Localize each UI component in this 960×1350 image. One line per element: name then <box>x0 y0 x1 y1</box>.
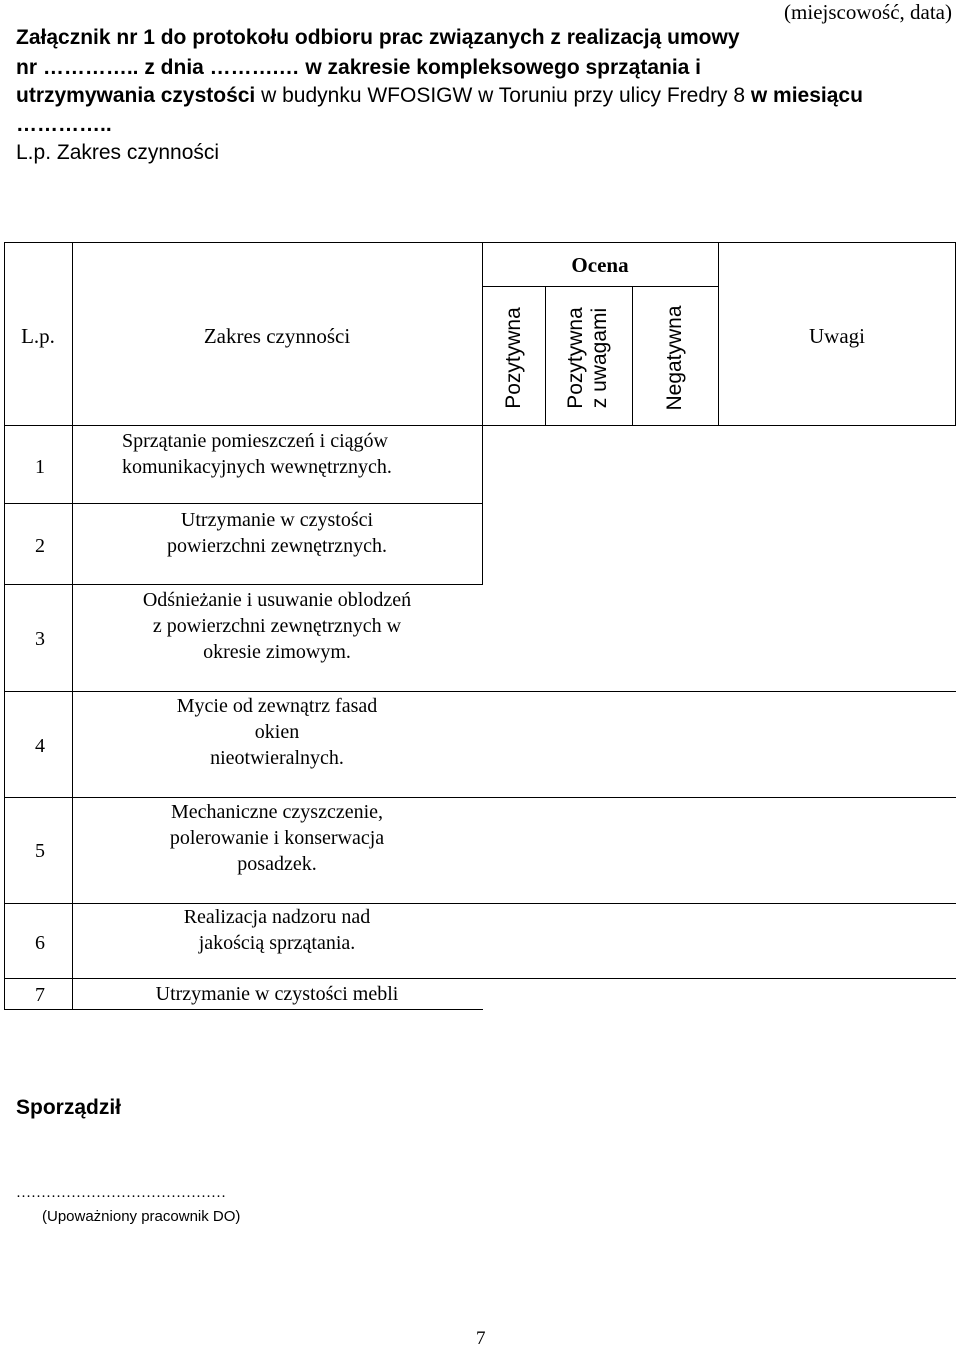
row-7-scope <box>72 981 482 1007</box>
positive-remarks-header <box>564 288 612 428</box>
row-7-line-1: Utrzymanie w czystości mebli <box>155 983 399 1005</box>
contract-number-text: nr ………….. z dnia ……….… <box>16 56 300 79</box>
row-5-number: 5 <box>35 840 45 862</box>
place-date-label: (miejscowość, data) <box>784 0 952 24</box>
row-1-scope <box>72 428 482 480</box>
signature-dots: …………………………………… <box>16 1185 226 1201</box>
table-border-bottom <box>4 1009 483 1010</box>
table-border-top <box>4 242 956 243</box>
row-6-scope <box>72 904 482 956</box>
rating-divider <box>482 286 719 287</box>
header-line-3 <box>16 84 863 108</box>
negative-header: Negatywna <box>663 305 686 411</box>
table-border-right <box>955 242 956 426</box>
row-2-number: 2 <box>35 535 45 557</box>
row-4-scope <box>72 693 482 771</box>
month-text: w miesiącu <box>750 84 863 107</box>
month-dots: ………….. <box>16 113 112 136</box>
scope-header: Zakres czynności <box>203 324 351 348</box>
row-6-number: 6 <box>35 932 45 954</box>
row-5-scope <box>72 799 482 877</box>
row-5-line-2: polerowanie i konserwacja <box>169 827 385 849</box>
row-4-line-3: nieotwieralnych. <box>210 747 344 769</box>
row-2-line-1: Utrzymanie w czystości <box>180 509 374 531</box>
header-line-2 <box>16 56 701 80</box>
row-divider-4 <box>4 797 956 798</box>
positive-remarks-line-2: z uwagami <box>588 307 611 409</box>
row-5-line-1: Mechaniczne czyszczenie, <box>170 801 384 823</box>
building-text: w budynku WFOSIGW w Toruniu przy ulicy Fredry 8 <box>261 84 746 107</box>
scope-text: w zakresie kompleksowego sprzątania i <box>305 56 702 79</box>
page-number: 7 <box>476 1328 486 1349</box>
row-4-line-2: okien <box>254 721 300 743</box>
row-6-line-2: jakością sprzątania. <box>198 932 356 954</box>
row-divider-6 <box>4 978 956 979</box>
remarks-header: Uwagi <box>809 324 865 348</box>
rating-header: Ocena <box>571 253 629 277</box>
header-bottom <box>4 425 956 426</box>
row-3-line-3: okresie zimowym. <box>203 641 351 663</box>
row-1-number: 1 <box>35 456 45 478</box>
row-7-number: 7 <box>35 984 45 1006</box>
row-4-line-1: Mycie od zewnątrz fasad <box>176 695 378 717</box>
header-line-1: Załącznik nr 1 do protokołu odbioru prac związanych z realizacją umowy <box>16 26 740 49</box>
row-divider-3 <box>4 691 956 692</box>
row-6-line-1: Realizacja nadzoru nad <box>183 906 371 928</box>
row-3-scope <box>72 587 482 665</box>
row-2-line-2: powierzchni zewnętrznych. <box>167 535 387 557</box>
table-divider-pos <box>545 286 546 426</box>
header-line-5: L.p. Zakres czynności <box>16 141 220 164</box>
row-divider-1 <box>4 503 483 504</box>
positive-header: Pozytywna <box>502 307 525 409</box>
row-5-line-3: posadzek. <box>237 853 317 875</box>
row-2-scope <box>72 507 482 559</box>
row-1-line-1: Sprzątanie pomieszczeń i ciągów <box>122 430 388 452</box>
lp-header: L.p. <box>21 324 55 348</box>
signed-by-label: Sporządził <box>16 1096 122 1119</box>
row-4-number: 4 <box>35 735 45 757</box>
table-divider-scope <box>482 242 483 584</box>
authorized-employee-label: (Upoważniony pracownik DO) <box>42 1208 241 1225</box>
row-divider-2 <box>4 584 483 585</box>
row-3-line-2: z powierzchni zewnętrznych w <box>152 615 402 637</box>
table-divider-posrem <box>632 286 633 426</box>
cleanliness-text: utrzymywania czystości <box>16 84 256 107</box>
row-1-line-2: komunikacyjnych wewnętrznych. <box>122 456 392 478</box>
table-border-left <box>4 242 5 1010</box>
positive-remarks-line-1: Pozytywna <box>564 307 587 409</box>
row-3-number: 3 <box>35 628 45 650</box>
row-3-line-1: Odśnieżanie i usuwanie oblodzeń <box>142 589 412 611</box>
